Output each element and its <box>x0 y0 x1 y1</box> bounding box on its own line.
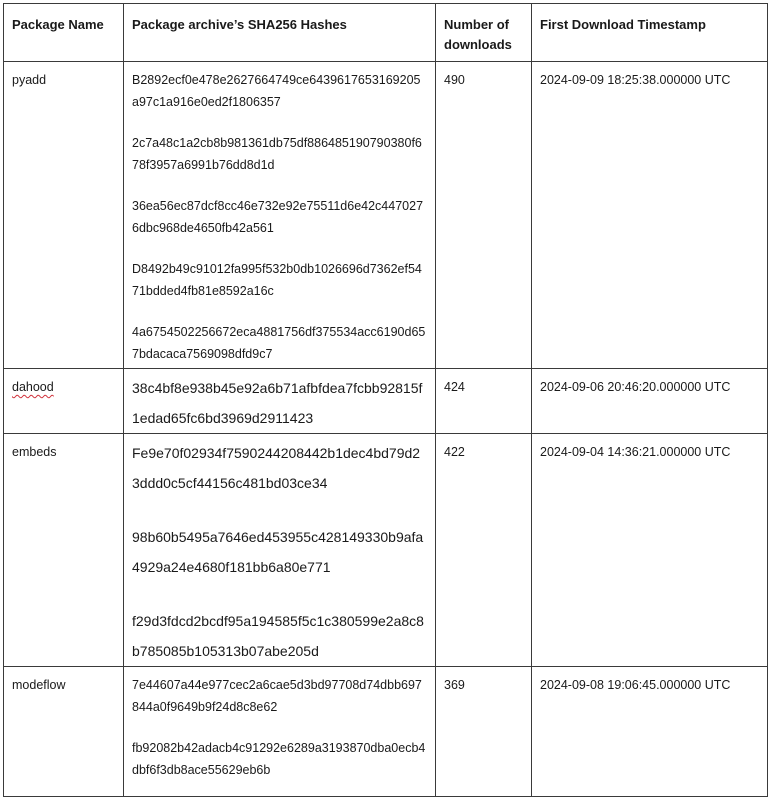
table-row <box>4 62 768 369</box>
package-name <box>4 369 124 434</box>
spellcheck-underlined-text: dahood <box>12 380 54 394</box>
header-number-of-downloads: Number of downloads <box>436 4 532 62</box>
hash-value: B2892ecf0e478e2627664749ce6439617653169205a97c1a916e0ed2f1806357 <box>132 73 421 109</box>
first-download-timestamp: 2024-09-06 20:46:20.000000 UTC <box>532 369 768 434</box>
malicious-packages-table <box>3 3 768 797</box>
download-count: 490 <box>436 62 532 369</box>
first-download-timestamp: 2024-09-04 14:36:21.000000 UTC <box>532 434 768 667</box>
hash-value: f29d3fdcd2bcdf95a194585f5c1c380599e2a8c8b785085b105313b07abe205d <box>132 613 424 659</box>
hash-value: Fe9e70f02934f7590244208442b1dec4bd79d23ddd0c5cf44156c481bd03ce34 <box>132 445 421 491</box>
download-count: 424 <box>436 369 532 434</box>
hashes-cell <box>124 667 436 797</box>
first-download-timestamp: 2024-09-09 18:25:38.000000 UTC <box>532 62 768 369</box>
table-row <box>4 667 768 797</box>
hash-value: 36ea56ec87dcf8cc46e732e92e75511d6e42c4470276dbc968de4650fb42a561 <box>132 199 424 235</box>
header-row <box>4 4 768 62</box>
table-row <box>4 434 768 667</box>
first-download-timestamp: 2024-09-08 19:06:45.000000 UTC <box>532 667 768 797</box>
hash-value: 4a6754502256672eca4881756df375534acc6190d657bdacaca7569098dfd9c7 <box>132 325 426 361</box>
hash-value: 7e44607a44e977cec2a6cae5d3bd97708d74dbb697844a0f9649b9f24d8c8e62 <box>132 678 422 714</box>
hashes-cell <box>124 369 436 434</box>
download-count: 422 <box>436 434 532 667</box>
package-name: embeds <box>4 434 124 667</box>
hash-value: D8492b49c91012fa995f532b0db1026696d7362ef5471bdded4fb81e8592a16c <box>132 262 422 298</box>
hashes-cell <box>124 62 436 369</box>
hashes-cell <box>124 434 436 667</box>
hash-value: 38c4bf8e938b45e92a6b71afbfdea7fcbb92815f1edad65fc6bd3969d2911423 <box>132 380 423 426</box>
package-name: pyadd <box>4 62 124 369</box>
header-package-name: Package Name <box>4 4 124 62</box>
hash-value: 98b60b5495a7646ed453955c428149330b9afa4929a24e4680f181bb6a80e771 <box>132 529 424 575</box>
table-row <box>4 369 768 434</box>
hash-value: fb92082b42adacb4c91292e6289a3193870dba0ecb4dbf6f3db8ace55629eb6b <box>132 741 426 777</box>
download-count: 369 <box>436 667 532 797</box>
header-first-download-timestamp: First Download Timestamp <box>532 4 768 62</box>
hash-value: 2c7a48c1a2cb8b981361db75df886485190790380f678f3957a6991b76dd8d1d <box>132 136 422 172</box>
header-sha256-hashes: Package archive’s SHA256 Hashes <box>124 4 436 62</box>
package-name: modeflow <box>4 667 124 797</box>
